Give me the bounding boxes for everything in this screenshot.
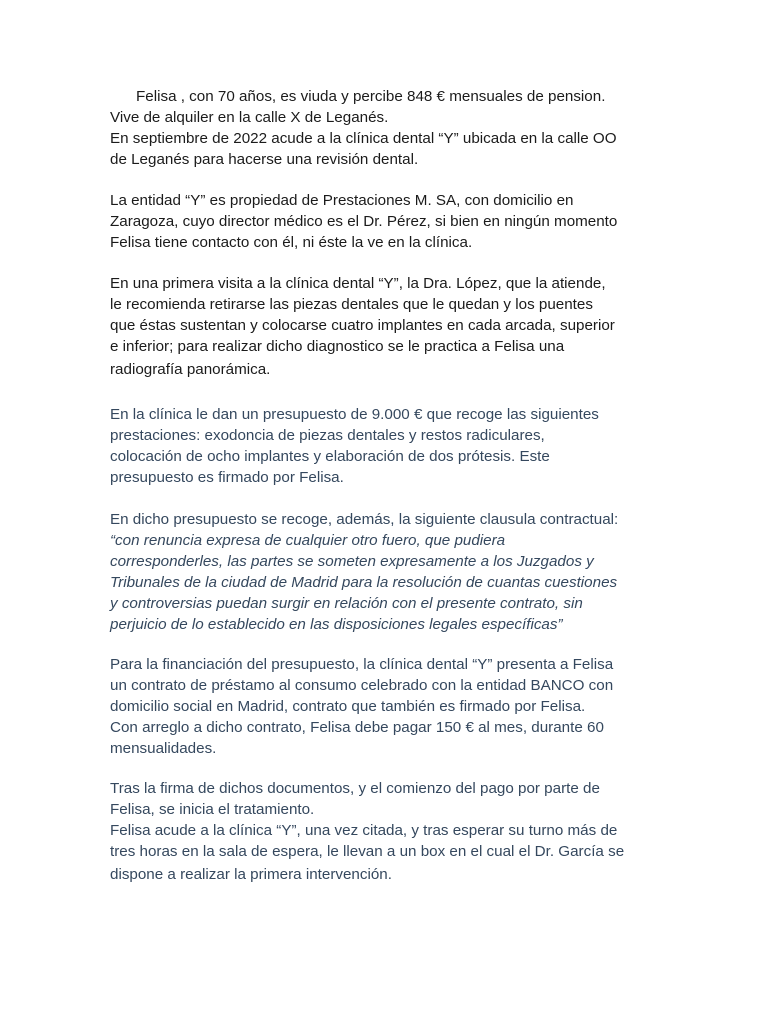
paragraph-financiacion [110, 654, 670, 759]
text-line: Tras la firma de dichos documentos, y el comienzo del pago por parte de [110, 780, 600, 797]
paragraph-intro [110, 86, 670, 170]
text-line: Felisa , con 70 años, es viuda y percibe 848 € mensuales de pension. [136, 88, 606, 105]
text-line: mensualidades. [110, 740, 217, 757]
text-line: prestaciones: exodoncia de piezas dentales y restos radiculares, [110, 427, 545, 444]
text-line: colocación de ocho implantes y elaboración de dos prótesis. Este [110, 448, 550, 465]
clause-line: perjuicio de lo establecido en las disposiciones legales específicas” [110, 616, 563, 633]
text-line: Para la financiación del presupuesto, la clínica dental “Y” presenta a Felisa [110, 656, 614, 673]
text-line: un contrato de préstamo al consumo celebrado con la entidad BANCO con [110, 677, 614, 694]
paragraph-primera-visita [110, 273, 670, 380]
text-line: de Leganés para hacerse una revisión dental. [110, 151, 419, 168]
text-line: La entidad “Y” es propiedad de Prestaciones M. SA, con domicilio en [110, 192, 574, 209]
text-line: Felisa, se inicia el tratamiento. [110, 801, 315, 818]
paragraph-clausula [110, 509, 670, 635]
paragraph-presupuesto [110, 404, 670, 488]
text-line: e inferior; para realizar dicho diagnostico se le practica a Felisa una [110, 338, 565, 355]
text-line: presupuesto es firmado por Felisa. [110, 469, 344, 486]
text-line: En la clínica le dan un presupuesto de 9.000 € que recoge las siguientes [110, 406, 599, 423]
text-line: que éstas sustentan y colocarse cuatro implantes en cada arcada, superior [110, 317, 615, 334]
text-line: En dicho presupuesto se recoge, además, la siguiente clausula contractual: [110, 511, 619, 528]
text-line: Vive de alquiler en la calle X de Leganés. [110, 109, 389, 126]
paragraph-tratamiento [110, 778, 670, 885]
text-line: Zaragoza, cuyo director médico es el Dr. Pérez, si bien en ningún momento [110, 213, 618, 230]
text-line: radiografía panorámica. [110, 361, 271, 378]
text-line: En septiembre de 2022 acude a la clínica dental “Y” ubicada en la calle OO [110, 130, 617, 147]
clause-line: “con renuncia expresa de cualquier otro fuero, que pudiera [110, 532, 506, 549]
text-line: domicilio social en Madrid, contrato que también es firmado por Felisa. [110, 698, 586, 715]
text-line: Felisa tiene contacto con él, ni éste la ve en la clínica. [110, 234, 473, 251]
clause-line: corresponderles, las partes se someten expresamente a los Juzgados y [110, 553, 594, 570]
text-line: En una primera visita a la clínica dental “Y”, la Dra. López, que la atiende, [110, 275, 606, 292]
clause-line: Tribunales de la ciudad de Madrid para la resolución de cuantas cuestiones [110, 574, 618, 591]
paragraph-entidad [110, 190, 670, 253]
text-line: Felisa acude a la clínica “Y”, una vez citada, y tras esperar su turno más de [110, 822, 618, 839]
text-line: dispone a realizar la primera intervención. [110, 866, 392, 883]
text-line: tres horas en la sala de espera, le llevan a un box en el cual el Dr. García se [110, 843, 625, 860]
text-line: le recomienda retirarse las piezas dentales que le quedan y los puentes [110, 296, 593, 313]
text-line: Con arreglo a dicho contrato, Felisa debe pagar 150 € al mes, durante 60 [110, 719, 604, 736]
clause-line: y controversias puedan surgir en relación con el presente contrato, sin [110, 595, 583, 612]
